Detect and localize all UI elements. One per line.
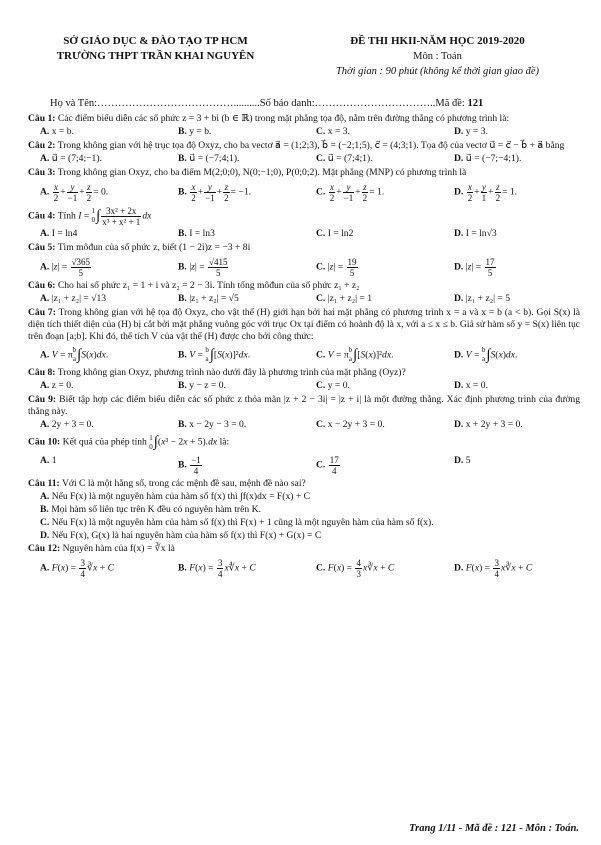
option-b: B. $\frac{x}{2}$ + $\frac{y}{-1}$ + $\frac{z}{2}$ = −1. xyxy=(178,181,252,203)
question-text: Biết tập hợp các điểm biểu diễn các số phức z thỏa mãn |z + 2 − 3i| = |z + i| là một đường thẳng. Xác định phương trình của đường thẳng này. xyxy=(28,393,580,417)
option-b: B. y = b. xyxy=(178,125,212,137)
option-c: C. y = 0. xyxy=(316,379,350,391)
option-b: B. I = ln3 xyxy=(178,227,215,239)
option-d: D. x = 0. xyxy=(454,379,488,391)
question-2 xyxy=(28,140,580,165)
option-b: B. $\frac{-1}{4}$ xyxy=(178,455,201,477)
option-b: B. F(x) = $\frac{3}{4}$ x∜x + C xyxy=(178,558,256,580)
option-b: B. x − 2y − 3 = 0. xyxy=(178,418,247,430)
questions xyxy=(28,113,580,581)
option-c: C. Nếu F(x) là một nguyên hàm của hàm số f(x) thì F(x) + 1 cũng là một nguyên hàm của hàm số f(x). xyxy=(40,517,434,529)
option-d: D. |z| = $\frac{17}{5}$ xyxy=(454,256,495,278)
option-c: C. x = 3. xyxy=(316,125,350,137)
option-d: D. |z₁ + z₂| = 5 xyxy=(454,292,510,304)
question-number: Câu 2: xyxy=(28,139,56,151)
option-a: A. Nếu F(x) là một nguyên hàm của hàm số f(x) thì ∫f(x)dx = F(x) + C xyxy=(40,491,311,503)
option-b: B. |z₁ + z₂| = √5 xyxy=(178,292,239,304)
question-text: Trong không gian Oxyz, cho ba điểm M(2;0;0), N(0;−1;0), P(0;0;2). Mặt phẳng (MNP) có phương trình là xyxy=(57,166,467,178)
option-a: A. x = b. xyxy=(40,125,74,137)
school-name: TRƯỜNG THPT TRẦN KHAI NGUYÊN xyxy=(56,50,255,62)
question-text: Với C là một hằng số, trong các mệnh đề sau, mệnh đề nào sai? xyxy=(61,478,306,490)
question-8 xyxy=(28,367,580,392)
option-d: D. y = 3. xyxy=(454,125,488,137)
question-9 xyxy=(28,394,580,431)
question-5 xyxy=(28,242,580,278)
question-number: Câu 1: xyxy=(28,113,56,124)
option-a: A. u⃗ = (7;4;−1). xyxy=(40,152,102,164)
option-a: A. 1 xyxy=(40,455,57,467)
option-d: D. 5 xyxy=(454,455,471,467)
option-b: B. V = b a∫[S(x)]²dx. xyxy=(178,346,251,364)
option-a: A. I = ln4 xyxy=(40,227,78,239)
department-name: SỞ GIÁO DỤC & ĐÀO TẠO TP HCM xyxy=(63,35,248,47)
question-number: Câu 11: xyxy=(28,478,60,490)
question-7 xyxy=(28,307,580,365)
question-number: Câu 7: xyxy=(28,306,56,318)
option-c: C. |z₁ + z₂| = 1 xyxy=(316,292,372,304)
option-b: B. Mọi hàm số liên tục trên K đều có nguyên hàm trên K. xyxy=(40,504,261,516)
option-a: A. F(x) = $\frac{3}{4}$ ∛x + C xyxy=(40,558,114,580)
option-d: D. x + 2y + 3 = 0. xyxy=(454,418,523,430)
student-info-line xyxy=(50,97,580,110)
question-number: Câu 8: xyxy=(28,366,56,378)
question-number: Câu 9: xyxy=(28,393,57,405)
question-text: Cho hai số phức z₁ = 1 + i và z₂ = 2 − 3i. Tính tổng môđun của số phức z₁ + z₂ xyxy=(57,279,360,291)
exam-title: ĐỀ THI HKII-NĂM HỌC 2019-2020 xyxy=(350,35,525,47)
question-6 xyxy=(28,280,580,305)
option-c: C. $\frac{17}{4}$ xyxy=(316,455,339,477)
question-text: Trong không gian với hệ tọa độ Oxyz, cho vật thể (H) giới hạn bởi hai mặt phẳng có phương trình x = a và x = b (a < b). Gọi S(x) là diện tích thiết diện của (H) bị cắt bởi mặt phẳng vuông góc với trục Ox tại điểm có hoành độ là x, với a ≤ x ≤ b. Giả sử hàm số y = S(x) liên tục trên đoạn [a;b]. Khi đó, thể tích V của vật thể (H) được cho bởi công thức: xyxy=(28,306,581,342)
exam-code: 121 xyxy=(467,98,484,109)
option-c: C. x − 2y + 3 = 0. xyxy=(316,418,385,430)
option-d: D. $\frac{x}{2}$ + $\frac{y}{1}$ + $\frac{z}{2}$ = 1. xyxy=(454,181,518,203)
option-c: C. I = ln2 xyxy=(316,227,354,239)
question-number: Câu 5: xyxy=(28,241,56,253)
question-number: Câu 6: xyxy=(28,279,56,291)
question-number: Câu 3: xyxy=(28,166,56,178)
option-c: C. $\frac{x}{2}$ + $\frac{y}{-1}$ + $\frac{z}{2}$ = 1. xyxy=(316,181,385,203)
option-d: D. I = ln√3 xyxy=(454,227,497,239)
student-info-label: Họ và Tên:…………………………………..........Số báo danh:……………………………..Mã đề: 121 xyxy=(50,98,484,109)
option-c: C. |z| = $\frac{19}{5}$ xyxy=(316,256,357,278)
question-text: Nguyên hàm của f(x) = ∛x là xyxy=(62,543,175,555)
option-b: B. |z| = $\frac{√415}{5}$ xyxy=(178,256,228,278)
option-a: A. V = πb a∫S(x)dx. xyxy=(40,346,109,364)
question-3 xyxy=(28,167,580,203)
header-right xyxy=(300,34,575,79)
question-10: Câu 10: Kết quả của phép tính 1 0∫(x³ − 2x + 5).dx là: A. 1 B. $\frac{-1}{4}$ C. $\frac{17}{4}$ D. 5 xyxy=(28,433,580,476)
question-number: Câu 4: xyxy=(28,210,56,222)
header-left xyxy=(28,34,283,64)
option-c: C. V = πb a∫[S(x)]²dx. xyxy=(316,346,394,364)
option-d: D. Nếu F(x), G(x) là hai nguyên hàm của hàm số f(x) thì F(x) + G(x) = C xyxy=(40,530,322,542)
option-b: B. y − z = 0. xyxy=(178,379,226,391)
option-d: D. F(x) = $\frac{3}{4}$ x∛x + C xyxy=(454,558,533,580)
subject: Môn : Toán xyxy=(413,51,462,62)
question-11 xyxy=(28,478,580,542)
question-text: Trong không gian với hệ trục tọa độ Oxyz, cho ba vectơ a⃗ = (1;2;3), b⃗ = (−2;1;5), c⃗ = (4;3;1). Tọa độ của vectơ u⃗ = c⃗ − b⃗ + a⃗ bằng xyxy=(57,139,565,151)
option-a: A. $\frac{x}{2}$ + $\frac{y}{-1}$ + $\frac{z}{2}$ = 0. xyxy=(40,181,109,203)
option-d: D. V = b a∫S(x)dx. xyxy=(454,346,518,364)
option-a: A. 2y + 3 = 0. xyxy=(40,418,94,430)
option-a: A. |z₁ + z₂| = √13 xyxy=(40,292,107,304)
page-footer: Trang 1/11 - Mã đề : 121 - Môn : Toán. xyxy=(409,823,579,834)
question-4: Câu 4: Tính I = 1 0∫ $\frac{\text{3x² + 2x}}{\text{x³ + x² + 1}}$ dx A. I = ln4 B. I = ln3 C. I = ln2 D. I = ln√3 xyxy=(28,206,580,240)
question-text: Tìm môđun của số phức z, biết (1 − 2i)z = −3 + 8i xyxy=(57,241,251,253)
option-c: C. F(x) = $\frac{4}{3}$ x∛x + C xyxy=(316,558,395,580)
exam-time: Thời gian : 90 phút (không kể thời gian giao đề) xyxy=(335,66,540,77)
question-1 xyxy=(28,113,580,138)
question-text: Các điểm biểu diễn các số phức z = 3 + bi (b ∈ ℝ) trong mặt phẳng tọa độ, nằm trên đường thẳng có phương trình là: xyxy=(57,113,510,124)
option-d: D. u⃗ = (−7;−4;1). xyxy=(454,152,522,164)
question-text: Trong không gian Oxyz, phương trình nào dưới đây là phương trình của mặt phẳng (Oyz)? xyxy=(57,366,406,378)
question-12 xyxy=(28,543,580,579)
option-a: A. z = 0. xyxy=(40,379,74,391)
option-b: B. u⃗ = (−7;4;1). xyxy=(178,152,240,164)
question-number: Câu 12: xyxy=(28,543,61,555)
question-number: Câu 10: xyxy=(28,437,61,449)
option-c: C. u⃗ = (7;4;1). xyxy=(316,152,373,164)
option-a: A. |z| = $\frac{√365}{5}$ xyxy=(40,256,90,278)
